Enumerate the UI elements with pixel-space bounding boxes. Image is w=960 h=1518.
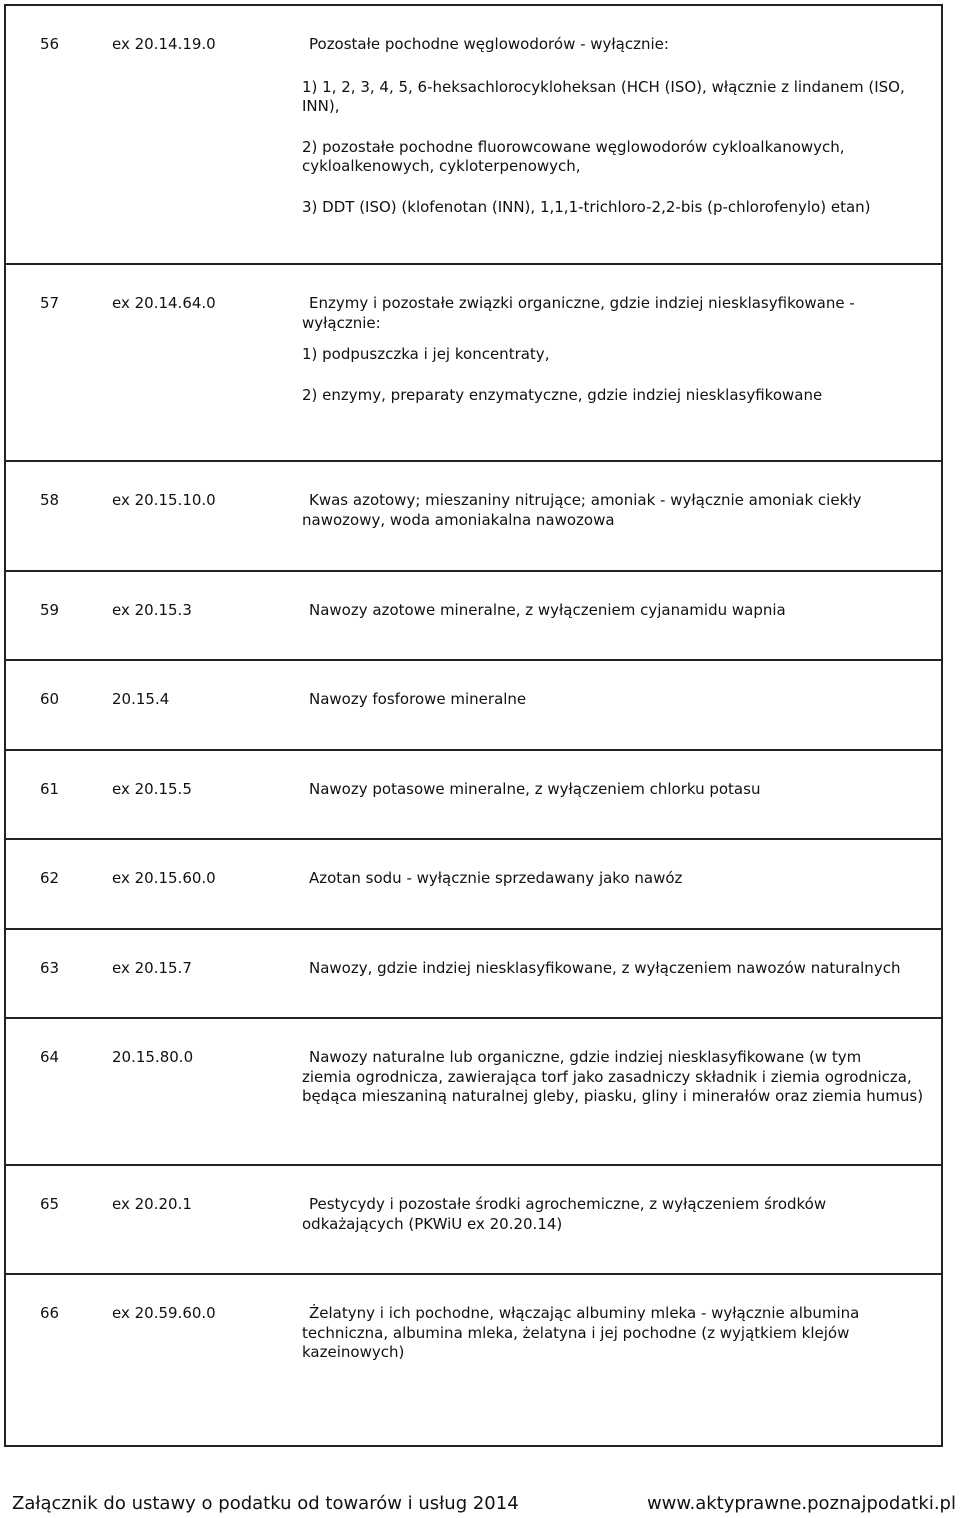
- item-number: 57: [40, 294, 60, 312]
- pkwiu-code: ex 20.15.60.0: [112, 869, 216, 887]
- item-number: 56: [40, 35, 60, 53]
- pkwiu-code: ex 20.15.10.0: [112, 491, 216, 509]
- item-number: 61: [40, 780, 60, 798]
- item-number: 64: [40, 1048, 60, 1066]
- item-description-continued: techniczna, albumina mleka, żelatyna i jej pochodne (z wyjątkiem klejów kazeinowych): [302, 1323, 850, 1361]
- item-description: Pozostałe pochodne węglowodorów - wyłącznie:: [309, 35, 669, 53]
- table-row: [5, 571, 942, 660]
- item-description: Nawozy potasowe mineralne, z wyłączeniem chlorku potasu: [309, 780, 761, 798]
- tax-annex-table: [4, 4, 943, 1447]
- table-row: [5, 929, 942, 1018]
- item-number: 66: [40, 1304, 60, 1322]
- table-row: [5, 5, 942, 264]
- table-row: [5, 1165, 942, 1274]
- pkwiu-code: ex 20.14.64.0: [112, 294, 216, 312]
- item-number: 63: [40, 959, 60, 977]
- table-row: [5, 1018, 942, 1165]
- table-row: [5, 660, 942, 750]
- item-description: Nawozy azotowe mineralne, z wyłączeniem cyjanamidu wapnia: [309, 601, 786, 619]
- pkwiu-code: 20.15.4: [112, 690, 170, 708]
- pkwiu-code: ex 20.20.1: [112, 1195, 192, 1213]
- item-description: Enzymy i pozostałe związki organiczne, gdzie indziej niesklasyfikowane -: [309, 294, 855, 312]
- item-description: Nawozy fosforowe mineralne: [309, 690, 527, 708]
- table-row: [5, 264, 942, 461]
- pkwiu-code: 20.15.80.0: [112, 1048, 194, 1066]
- footer-document-title: Załącznik do ustawy o podatku od towarów i usług 2014: [12, 1493, 519, 1514]
- item-description: Azotan sodu - wyłącznie sprzedawany jako nawóz: [309, 869, 683, 887]
- item-number: 65: [40, 1195, 60, 1213]
- item-description: Nawozy naturalne lub organiczne, gdzie indziej niesklasyfikowane (w tym: [309, 1048, 862, 1066]
- item-description: Żelatyny i ich pochodne, włączając albuminy mleka - wyłącznie albumina: [309, 1304, 860, 1322]
- footer-website-link[interactable]: www.aktyprawne.poznajpodatki.pl: [646, 1493, 956, 1514]
- table-row: [5, 1274, 942, 1446]
- item-description: Kwas azotowy; mieszaniny nitrujące; amoniak - wyłącznie amoniak ciekły: [309, 491, 862, 509]
- item-description: Nawozy, gdzie indziej niesklasyfikowane, z wyłączeniem nawozów naturalnych: [309, 959, 901, 977]
- item-description-continued: nawozowy, woda amoniakalna nawozowa: [302, 510, 615, 529]
- item-number: 62: [40, 869, 60, 887]
- pkwiu-code: ex 20.15.3: [112, 601, 192, 619]
- item-number: 59: [40, 601, 60, 619]
- list-item: 1) podpuszczka i jej koncentraty,: [302, 345, 550, 363]
- item-description-continued: odkażających (PKWiU ex 20.20.14): [302, 1214, 563, 1233]
- item-description: Pestycydy i pozostałe środki agrochemiczne, z wyłączeniem środków: [309, 1195, 827, 1213]
- table-row: [5, 750, 942, 839]
- pkwiu-code: ex 20.15.5: [112, 780, 192, 798]
- item-description-continued: wyłącznie:: [302, 313, 381, 332]
- pkwiu-code: ex 20.14.19.0: [112, 35, 216, 53]
- item-description-continued: ziemia ogrodnicza, zawierająca torf jako zasadniczy składnik i ziemia ogrodnicza, będąca mieszaniną naturalnej gleby, piasku, gliny i minerałów oraz ziemia humus): [302, 1067, 924, 1105]
- table-row: [5, 839, 942, 929]
- list-item: 2) enzymy, preparaty enzymatyczne, gdzie indziej niesklasyfikowane: [302, 385, 823, 404]
- list-item: 2) pozostałe pochodne fluorowcowane węglowodorów cykloalkanowych, cykloalkenowych, cykloterpenowych,: [302, 137, 845, 175]
- table-row: [5, 461, 942, 571]
- pkwiu-code: ex 20.59.60.0: [112, 1304, 216, 1322]
- list-item: 1) 1, 2, 3, 4, 5, 6-heksachlorocykloheksan (HCH (ISO), włącznie z lindanem (ISO, INN),: [302, 77, 905, 115]
- pkwiu-code: ex 20.15.7: [112, 959, 192, 977]
- item-number: 60: [40, 690, 60, 708]
- item-number: 58: [40, 491, 60, 509]
- list-item: 3) DDT (ISO) (klofenotan (INN), 1,1,1-trichloro-2,2-bis (p-chlorofenylo) etan): [302, 197, 871, 216]
